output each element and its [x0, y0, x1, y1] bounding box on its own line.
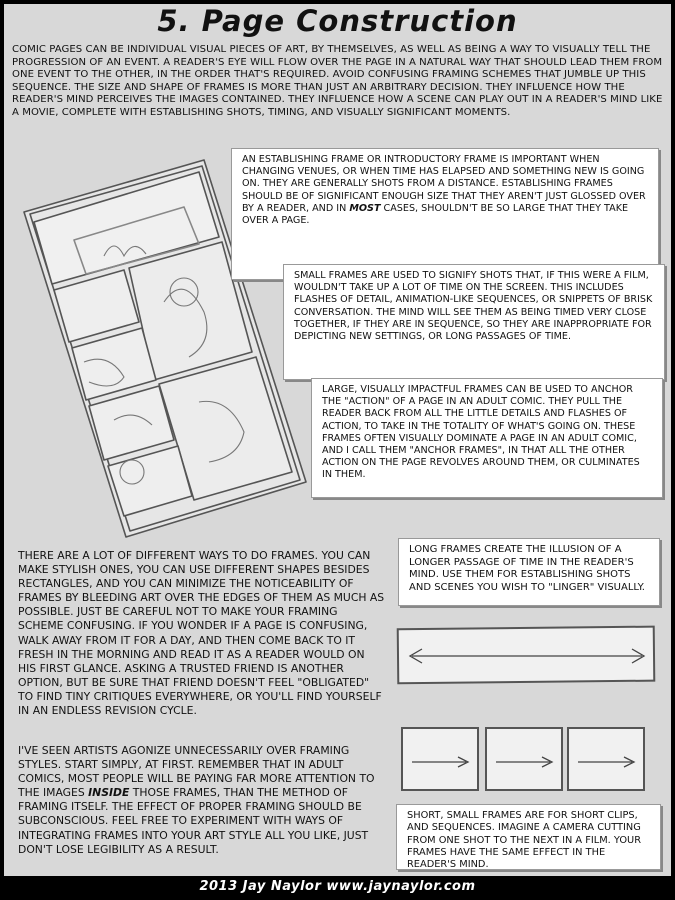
- small-frames-note: [283, 264, 665, 380]
- long-frames-note: [398, 538, 660, 606]
- establishing-emphasis: MOST: [349, 202, 381, 214]
- small-frames-text: SMALL FRAMES ARE USED TO SIGNIFY SHOTS THAT, IF THIS WERE A FILM, WOULDN'T TAKE UP A LOT OF TIME ON THE SCREEN. THIS INCLUDES FLASHES OF DETAIL, ANIMATION-LIKE SEQUENCES, OR SNIPPETS OF BRISK CONVERSATION. THE MIND WILL SEE THEM AS BEING TIMED VERY CLOSE TOGETHER, IF THEY ARE IN SEQUENCE, SO THEY ARE INAPPROPRIATE FOR DEPICTING NEW SETTINGS, OR LONG PASSAGES OF TIME.: [294, 270, 653, 343]
- large-frames-note: [311, 378, 663, 498]
- short-frames-note: [396, 804, 661, 870]
- frames-paragraph: THERE ARE A LOT OF DIFFERENT WAYS TO DO FRAMES. YOU CAN MAKE STYLISH ONES, YOU CAN USE DIFFERENT SHAPES BESIDES RECTANGLES, AND YOU CAN MINIMIZE THE NOTICEABILITY OF FRAMES BY BLEEDING ART OVER THE EDGES OF THEM AS MUCH AS POSSIBLE. JUST BE CAREFUL NOT TO MAKE YOUR FRAMING SCHEME CONFUSING. IF YOU WONDER IF A PAGE IS CONFUSING, WALK AWAY FROM IT FOR A DAY, AND THEN COME BACK TO IT FRESH IN THE MORNING AND READ IT AS A READER WOULD ON HIS FIRST GLANCE. ASKING A TRUSTED FRIEND IS ANOTHER OPTION, BUT BE SURE THAT FRIEND DOESN'T FEEL "OBLIGATED" TO FIND TINY CRITIQUES EVERYWHERE, OR YOU'LL FIND YOURSELF IN AN ENDLESS REVISION CYCLE.: [18, 549, 385, 718]
- short-frames-diagram: [396, 722, 668, 798]
- establishing-text-2: CASES, SHOULDN'T BE SO LARGE THAT THEY TAKE OVER A PAGE.: [242, 202, 629, 227]
- establishing-frame-note: [231, 148, 659, 280]
- establishing-text-1: AN ESTABLISHING FRAME OR INTRODUCTORY FRAME IS IMPORTANT WHEN CHANGING VENUES, OR WHEN TIME HAS ELAPSED AND SOMETHING NEW IS GOING ON. THEY ARE GENERALLY SHOTS FROM A DISTANCE. ESTABLISHING FRAMES SHOULD BE OF SIGNIFICANT ENOUGH SIZE THAT THEY AREN'T JUST GLOSSED OVER BY A READER, AND IN: [242, 154, 646, 214]
- footer-credit: 2013 Jay Naylor www.jaynaylor.com: [199, 879, 476, 894]
- large-frames-text: LARGE, VISUALLY IMPACTFUL FRAMES CAN BE USED TO ANCHOR THE "ACTION" OF A PAGE IN AN ADULT COMIC. THEY PULL THE READER BACK FROM ALL THE LITTLE DETAILS AND FLASHES OF ACTION, TO TAKE IN THE TOTALITY OF WHAT'S GOING ON. THESE FRAMES OFTEN VISUALLY DOMINATE A PAGE IN AN ADULT COMIC, AND I CALL THEM "ANCHOR FRAMES", IN THAT ALL THE OTHER ACTION ON THE PAGE REVOLVES AROUND THEM, OR CULMINATES IN THEM.: [322, 384, 640, 481]
- framing-styles-emphasis: INSIDE: [88, 786, 130, 800]
- short-frames-text: SHORT, SMALL FRAMES ARE FOR SHORT CLIPS, AND SEQUENCES. IMAGINE A CAMERA CUTTING FROM ONE SHOT TO THE NEXT IN A FILM. YOUR FRAMES HAVE THE SAME EFFECT IN THE READER'S MIND.: [407, 810, 642, 871]
- long-frame-diagram: [392, 622, 662, 690]
- framing-styles-text-1: I'VE SEEN ARTISTS AGONIZE UNNECESSARILY OVER FRAMING STYLES. START SIMPLY, AT FIRST. REMEMBER THAT IN ADULT COMICS, MOST PEOPLE WILL BE PAYING FAR MORE ATTENTION TO THE IMAGES: [18, 744, 375, 800]
- long-frames-text: LONG FRAMES CREATE THE ILLUSION OF A LONGER PASSAGE OF TIME IN THE READER'S MIND. USE THEM FOR ESTABLISHING SHOTS AND SCENES YOU WISH TO "LINGER" VISUALLY.: [409, 544, 645, 593]
- framing-styles-paragraph: [18, 744, 386, 857]
- intro-paragraph: COMIC PAGES CAN BE INDIVIDUAL VISUAL PIECES OF ART, BY THEMSELVES, AS WELL AS BEING A WAY TO VISUALLY TELL THE PROGRESSION OF AN EVENT. A READER'S EYE WILL FLOW OVER THE PAGE IN A NATURAL WAY THAT SHOULD LEAD THEM FROM ONE EVENT TO THE OTHER, IN THE ORDER THAT'S REQUIRED. AVOID CONFUSING FRAMING SCHEMES THAT JUMBLE UP THIS SEQUENCE. THE SIZE AND SHAPE OF FRAMES IS MORE THAN JUST AN ARBITRARY DECISION. THEY INFLUENCE HOW THE READER'S MIND PERCEIVES THE IMAGES CONTAINED. THEY INFLUENCE HOW A SCENE CAN PLAY OUT IN A READER'S MIND LIKE A MOVIE, COMPLETE WITH ESTABLISHING SHOTS, TIMING, AND VISUALLY SIGNIFICANT MOMENTS.: [12, 44, 663, 118]
- framing-styles-text-2: THOSE FRAMES, THAN THE METHOD OF FRAMING ITSELF. THE EFFECT OF PROPER FRAMING SHOULD BE SUBCONSCIOUS. FEEL FREE TO EXPERIMENT WITH WAYS OF INTEGRATING FRAMES INTO YOUR ART STYLE ALL YOU LIKE, JUST DON'T LOSE LEGIBILITY AS A RESULT.: [18, 786, 369, 856]
- page-title: 5. Page Construction: [157, 4, 518, 38]
